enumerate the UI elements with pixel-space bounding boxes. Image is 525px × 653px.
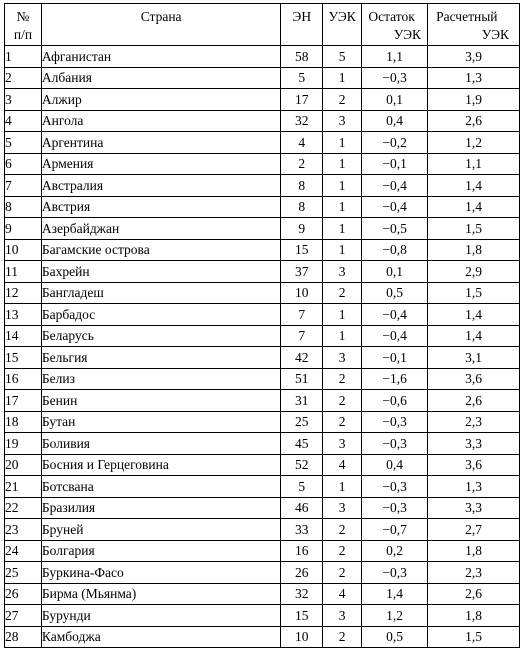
country-name-cell: Австрия xyxy=(41,196,280,218)
table-row xyxy=(5,132,520,154)
calculated-cell: 2,7 xyxy=(428,519,520,541)
table-row xyxy=(5,497,520,519)
calculated-cell: 1,4 xyxy=(428,196,520,218)
uek-cell: 2 xyxy=(323,626,362,648)
uek-cell: 1 xyxy=(323,239,362,261)
country-name-cell: Бенин xyxy=(41,390,280,412)
uek-cell: 3 xyxy=(323,605,362,627)
table-row xyxy=(5,153,520,175)
table-row xyxy=(5,282,520,304)
residual-cell: 0,4 xyxy=(362,110,428,132)
calculated-cell: 1,3 xyxy=(428,476,520,498)
row-number-cell: 7 xyxy=(5,175,42,197)
table-row xyxy=(5,261,520,283)
calculated-cell: 1,4 xyxy=(428,304,520,326)
en-cell: 15 xyxy=(281,239,323,261)
en-cell: 8 xyxy=(281,196,323,218)
row-number-cell: 6 xyxy=(5,153,42,175)
calculated-cell: 1,1 xyxy=(428,153,520,175)
country-name-cell: Бангладеш xyxy=(41,282,280,304)
residual-cell: −0,4 xyxy=(362,325,428,347)
table-row xyxy=(5,454,520,476)
country-name-cell: Аргентина xyxy=(41,132,280,154)
uek-cell: 2 xyxy=(323,390,362,412)
row-number-cell: 20 xyxy=(5,454,42,476)
row-number-cell: 1 xyxy=(5,46,42,68)
row-number-cell: 5 xyxy=(5,132,42,154)
calculated-cell: 1,4 xyxy=(428,175,520,197)
header-number-line1: № xyxy=(16,9,30,24)
uek-cell: 2 xyxy=(323,89,362,111)
row-number-cell: 27 xyxy=(5,605,42,627)
en-cell: 32 xyxy=(281,583,323,605)
country-name-cell: Босния и Герцеговина xyxy=(41,454,280,476)
row-number-cell: 23 xyxy=(5,519,42,541)
table-row xyxy=(5,626,520,648)
row-number-cell: 13 xyxy=(5,304,42,326)
country-name-cell: Бельгия xyxy=(41,347,280,369)
uek-cell: 2 xyxy=(323,519,362,541)
residual-cell: −0,1 xyxy=(362,153,428,175)
header-residual-line2: УЭК xyxy=(393,27,422,42)
uek-cell: 2 xyxy=(323,562,362,584)
row-number-cell: 2 xyxy=(5,67,42,89)
header-residual-line1: Остаток xyxy=(368,9,415,24)
country-name-cell: Буркина-Фасо xyxy=(41,562,280,584)
residual-cell: −0,4 xyxy=(362,196,428,218)
calculated-cell: 1,8 xyxy=(428,239,520,261)
row-number-cell: 18 xyxy=(5,411,42,433)
row-number-cell: 12 xyxy=(5,282,42,304)
row-number-cell: 25 xyxy=(5,562,42,584)
en-cell: 17 xyxy=(281,89,323,111)
table-row xyxy=(5,89,520,111)
uek-cell: 1 xyxy=(323,67,362,89)
residual-cell: 1,1 xyxy=(362,46,428,68)
country-name-cell: Алжир xyxy=(41,89,280,111)
country-name-cell: Барбадос xyxy=(41,304,280,326)
header-uek-label: УЭК xyxy=(328,9,356,24)
calculated-cell: 1,4 xyxy=(428,325,520,347)
en-cell: 8 xyxy=(281,175,323,197)
en-cell: 45 xyxy=(281,433,323,455)
row-number-cell: 9 xyxy=(5,218,42,240)
en-cell: 7 xyxy=(281,325,323,347)
residual-cell: −1,6 xyxy=(362,368,428,390)
residual-cell: −0,3 xyxy=(362,411,428,433)
row-number-cell: 17 xyxy=(5,390,42,412)
residual-cell: −0,4 xyxy=(362,175,428,197)
uek-cell: 1 xyxy=(323,218,362,240)
country-name-cell: Беларусь xyxy=(41,325,280,347)
en-cell: 10 xyxy=(281,626,323,648)
row-number-cell: 4 xyxy=(5,110,42,132)
row-number-cell: 8 xyxy=(5,196,42,218)
uek-cell: 4 xyxy=(323,454,362,476)
row-number-cell: 11 xyxy=(5,261,42,283)
residual-cell: −0,4 xyxy=(362,304,428,326)
row-number-cell: 28 xyxy=(5,626,42,648)
uek-cell: 5 xyxy=(323,46,362,68)
header-row xyxy=(5,4,520,46)
row-number-cell: 19 xyxy=(5,433,42,455)
country-name-cell: Армения xyxy=(41,153,280,175)
header-calculated-line2: УЭК xyxy=(481,27,509,42)
uek-cell: 2 xyxy=(323,368,362,390)
country-name-cell: Болгария xyxy=(41,540,280,562)
calculated-cell: 2,6 xyxy=(428,110,520,132)
en-cell: 7 xyxy=(281,304,323,326)
calculated-cell: 2,6 xyxy=(428,583,520,605)
table-row xyxy=(5,540,520,562)
residual-cell: 0,5 xyxy=(362,626,428,648)
residual-cell: 0,1 xyxy=(362,89,428,111)
uek-cell: 1 xyxy=(323,325,362,347)
row-number-cell: 24 xyxy=(5,540,42,562)
country-name-cell: Афганистан xyxy=(41,46,280,68)
en-cell: 9 xyxy=(281,218,323,240)
calculated-cell: 1,3 xyxy=(428,67,520,89)
en-cell: 15 xyxy=(281,605,323,627)
header-uek xyxy=(323,4,362,46)
country-name-cell: Белиз xyxy=(41,368,280,390)
table-row xyxy=(5,411,520,433)
country-name-cell: Боливия xyxy=(41,433,280,455)
table-row xyxy=(5,583,520,605)
uek-cell: 2 xyxy=(323,282,362,304)
row-number-cell: 14 xyxy=(5,325,42,347)
header-number-line2: п/п xyxy=(13,27,33,42)
calculated-cell: 2,6 xyxy=(428,390,520,412)
table-header xyxy=(5,4,520,46)
en-cell: 16 xyxy=(281,540,323,562)
country-name-cell: Азербайджан xyxy=(41,218,280,240)
residual-cell: 0,1 xyxy=(362,261,428,283)
country-data-table xyxy=(4,3,520,648)
en-cell: 10 xyxy=(281,282,323,304)
calculated-cell: 1,8 xyxy=(428,540,520,562)
table-row xyxy=(5,239,520,261)
residual-cell: −0,3 xyxy=(362,476,428,498)
en-cell: 33 xyxy=(281,519,323,541)
residual-cell: −0,5 xyxy=(362,218,428,240)
en-cell: 32 xyxy=(281,110,323,132)
residual-cell: 0,4 xyxy=(362,454,428,476)
table-row xyxy=(5,390,520,412)
row-number-cell: 15 xyxy=(5,347,42,369)
en-cell: 52 xyxy=(281,454,323,476)
en-cell: 2 xyxy=(281,153,323,175)
country-name-cell: Бутан xyxy=(41,411,280,433)
uek-cell: 2 xyxy=(323,540,362,562)
table-row xyxy=(5,325,520,347)
en-cell: 31 xyxy=(281,390,323,412)
country-name-cell: Австралия xyxy=(41,175,280,197)
country-name-cell: Албания xyxy=(41,67,280,89)
table-row xyxy=(5,175,520,197)
table-row xyxy=(5,196,520,218)
calculated-cell: 3,1 xyxy=(428,347,520,369)
table-row xyxy=(5,519,520,541)
uek-cell: 4 xyxy=(323,583,362,605)
row-number-cell: 22 xyxy=(5,497,42,519)
calculated-cell: 3,6 xyxy=(428,454,520,476)
residual-cell: −0,3 xyxy=(362,562,428,584)
residual-cell: 0,2 xyxy=(362,540,428,562)
residual-cell: −0,2 xyxy=(362,132,428,154)
row-number-cell: 21 xyxy=(5,476,42,498)
table-row xyxy=(5,433,520,455)
residual-cell: −0,8 xyxy=(362,239,428,261)
row-number-cell: 26 xyxy=(5,583,42,605)
table-row xyxy=(5,368,520,390)
calculated-cell: 1,5 xyxy=(428,218,520,240)
country-name-cell: Бруней xyxy=(41,519,280,541)
header-country-label: Страна xyxy=(140,9,182,24)
table-row xyxy=(5,67,520,89)
en-cell: 25 xyxy=(281,411,323,433)
country-name-cell: Бахрейн xyxy=(41,261,280,283)
table-body xyxy=(5,46,520,648)
table-row xyxy=(5,562,520,584)
residual-cell: −0,1 xyxy=(362,347,428,369)
en-cell: 5 xyxy=(281,476,323,498)
calculated-cell: 1,5 xyxy=(428,282,520,304)
country-name-cell: Ангола xyxy=(41,110,280,132)
en-cell: 26 xyxy=(281,562,323,584)
row-number-cell: 16 xyxy=(5,368,42,390)
uek-cell: 3 xyxy=(323,347,362,369)
uek-cell: 3 xyxy=(323,497,362,519)
uek-cell: 3 xyxy=(323,261,362,283)
calculated-cell: 3,9 xyxy=(428,46,520,68)
uek-cell: 1 xyxy=(323,196,362,218)
row-number-cell: 3 xyxy=(5,89,42,111)
residual-cell: −0,3 xyxy=(362,433,428,455)
table-row xyxy=(5,46,520,68)
calculated-cell: 1,9 xyxy=(428,89,520,111)
residual-cell: 1,2 xyxy=(362,605,428,627)
header-number xyxy=(5,4,42,46)
country-name-cell: Камбоджа xyxy=(41,626,280,648)
en-cell: 46 xyxy=(281,497,323,519)
calculated-cell: 1,2 xyxy=(428,132,520,154)
en-cell: 42 xyxy=(281,347,323,369)
table-row xyxy=(5,218,520,240)
country-name-cell: Ботсвана xyxy=(41,476,280,498)
uek-cell: 2 xyxy=(323,411,362,433)
header-calculated xyxy=(428,4,520,46)
residual-cell: 1,4 xyxy=(362,583,428,605)
uek-cell: 1 xyxy=(323,476,362,498)
header-calculated-line1: Расчетный xyxy=(436,9,498,24)
calculated-cell: 3,3 xyxy=(428,433,520,455)
uek-cell: 1 xyxy=(323,304,362,326)
uek-cell: 1 xyxy=(323,153,362,175)
country-name-cell: Бразилия xyxy=(41,497,280,519)
calculated-cell: 3,6 xyxy=(428,368,520,390)
residual-cell: −0,7 xyxy=(362,519,428,541)
uek-cell: 1 xyxy=(323,175,362,197)
table-row xyxy=(5,304,520,326)
row-number-cell: 10 xyxy=(5,239,42,261)
header-en xyxy=(281,4,323,46)
en-cell: 51 xyxy=(281,368,323,390)
residual-cell: −0,3 xyxy=(362,497,428,519)
calculated-cell: 1,5 xyxy=(428,626,520,648)
country-name-cell: Бирма (Мьянма) xyxy=(41,583,280,605)
header-country xyxy=(41,4,280,46)
table-row xyxy=(5,110,520,132)
uek-cell: 3 xyxy=(323,110,362,132)
residual-cell: 0,5 xyxy=(362,282,428,304)
country-name-cell: Бурунди xyxy=(41,605,280,627)
calculated-cell: 2,3 xyxy=(428,411,520,433)
uek-cell: 3 xyxy=(323,433,362,455)
calculated-cell: 3,3 xyxy=(428,497,520,519)
country-name-cell: Багамские острова xyxy=(41,239,280,261)
en-cell: 4 xyxy=(281,132,323,154)
table-row xyxy=(5,476,520,498)
table-row xyxy=(5,605,520,627)
table-row xyxy=(5,347,520,369)
calculated-cell: 1,8 xyxy=(428,605,520,627)
calculated-cell: 2,3 xyxy=(428,562,520,584)
header-residual xyxy=(362,4,428,46)
en-cell: 37 xyxy=(281,261,323,283)
en-cell: 58 xyxy=(281,46,323,68)
calculated-cell: 2,9 xyxy=(428,261,520,283)
residual-cell: −0,3 xyxy=(362,67,428,89)
residual-cell: −0,6 xyxy=(362,390,428,412)
en-cell: 5 xyxy=(281,67,323,89)
uek-cell: 1 xyxy=(323,132,362,154)
header-en-label: ЭН xyxy=(292,9,312,24)
